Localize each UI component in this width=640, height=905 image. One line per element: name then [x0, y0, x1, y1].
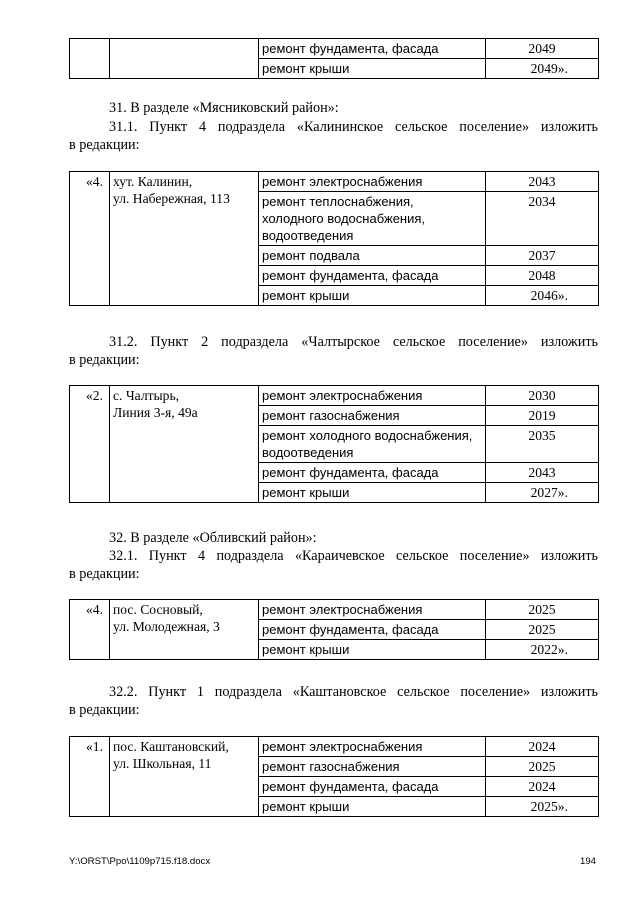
year-cell: 2037 — [486, 246, 599, 266]
work-cell: ремонт газоснабжения — [259, 757, 486, 777]
paragraph-line: 32.1. Пункт 4 подраздела «Караичевское сельское поселение» изложить — [109, 548, 598, 564]
paragraph-line: в редакции: — [69, 702, 140, 718]
work-cell: ремонт теплоснабжения, холодного водоснабжения, водоотведения — [259, 192, 486, 246]
address-cell — [110, 600, 259, 660]
work-cell: ремонт фундамента, фасада — [259, 39, 486, 59]
number-cell: «1. — [70, 737, 110, 817]
paragraph-line: в редакции: — [69, 137, 140, 153]
amendment-table — [69, 599, 599, 660]
address-line: пос. Сосновый, — [113, 602, 203, 617]
address-cell — [110, 39, 259, 79]
year-cell: 2035 — [486, 426, 599, 463]
year-cell: 2024 — [486, 777, 599, 797]
work-cell: ремонт электроснабжения — [259, 600, 486, 620]
continuation-table — [69, 38, 599, 79]
year-cell: 2025 — [486, 757, 599, 777]
address-cell — [110, 172, 259, 306]
paragraph-line: в редакции: — [69, 566, 140, 582]
address-line: хут. Калинин, — [113, 174, 193, 189]
year-cell: 2043 — [486, 463, 599, 483]
table-row — [70, 737, 599, 757]
number-cell: «4. — [70, 600, 110, 660]
work-cell: ремонт электроснабжения — [259, 172, 486, 192]
amendment-table — [69, 736, 599, 817]
amendment-table — [69, 171, 599, 306]
work-cell: ремонт крыши — [259, 483, 486, 503]
work-cell: ремонт электроснабжения — [259, 737, 486, 757]
section-heading: 31. В разделе «Мясниковский район»: — [109, 100, 339, 116]
year-cell: 2046». — [486, 286, 599, 306]
year-cell: 2034 — [486, 192, 599, 246]
year-cell: 2048 — [486, 266, 599, 286]
work-cell: ремонт фундамента, фасада — [259, 620, 486, 640]
paragraph-line: в редакции: — [69, 352, 140, 368]
address-line: ул. Молодежная, 3 — [113, 619, 220, 634]
paragraph-line: 31.2. Пункт 2 подраздела «Чалтырское сельское поселение» изложить — [109, 334, 598, 350]
address-line: ул. Школьная, 11 — [113, 756, 212, 771]
year-cell: 2049 — [486, 39, 599, 59]
work-cell: ремонт газоснабжения — [259, 406, 486, 426]
work-cell: ремонт холодного водоснабжения, водоотведения — [259, 426, 486, 463]
year-cell: 2022». — [486, 640, 599, 660]
table-row — [70, 600, 599, 620]
amendment-table — [69, 385, 599, 503]
address-line: ул. Набережная, 113 — [113, 191, 230, 206]
work-cell: ремонт крыши — [259, 640, 486, 660]
number-cell: «2. — [70, 386, 110, 503]
year-cell: 2049». — [486, 59, 599, 79]
work-cell: ремонт крыши — [259, 797, 486, 817]
address-line: Линия 3-я, 49а — [113, 405, 198, 420]
year-cell: 2024 — [486, 737, 599, 757]
work-cell: ремонт электроснабжения — [259, 386, 486, 406]
table-row — [70, 386, 599, 406]
work-cell: ремонт крыши — [259, 286, 486, 306]
year-cell: 2025». — [486, 797, 599, 817]
number-cell — [70, 39, 110, 79]
file-path-footer: Y:\ORST\Ppo\1109p715.f18.docx — [69, 856, 211, 867]
page-number: 194 — [579, 856, 596, 867]
work-cell: ремонт фундамента, фасада — [259, 266, 486, 286]
paragraph-line: 32.2. Пункт 1 подраздела «Каштановское сельское поселение» изложить — [109, 684, 598, 700]
number-cell: «4. — [70, 172, 110, 306]
year-cell: 2019 — [486, 406, 599, 426]
year-cell: 2025 — [486, 600, 599, 620]
table-row — [70, 172, 599, 192]
year-cell: 2025 — [486, 620, 599, 640]
work-cell: ремонт крыши — [259, 59, 486, 79]
table-row — [70, 39, 599, 59]
address-cell — [110, 386, 259, 503]
work-cell: ремонт фундамента, фасада — [259, 463, 486, 483]
year-cell: 2027». — [486, 483, 599, 503]
section-heading: 32. В разделе «Обливский район»: — [109, 530, 317, 546]
work-cell: ремонт подвала — [259, 246, 486, 266]
year-cell: 2030 — [486, 386, 599, 406]
address-line: с. Чалтырь, — [113, 388, 180, 403]
year-cell: 2043 — [486, 172, 599, 192]
address-line: пос. Каштановский, — [113, 739, 229, 754]
work-cell: ремонт фундамента, фасада — [259, 777, 486, 797]
address-cell — [110, 737, 259, 817]
paragraph-line: 31.1. Пункт 4 подраздела «Калининское сельское поселение» изложить — [109, 119, 598, 135]
